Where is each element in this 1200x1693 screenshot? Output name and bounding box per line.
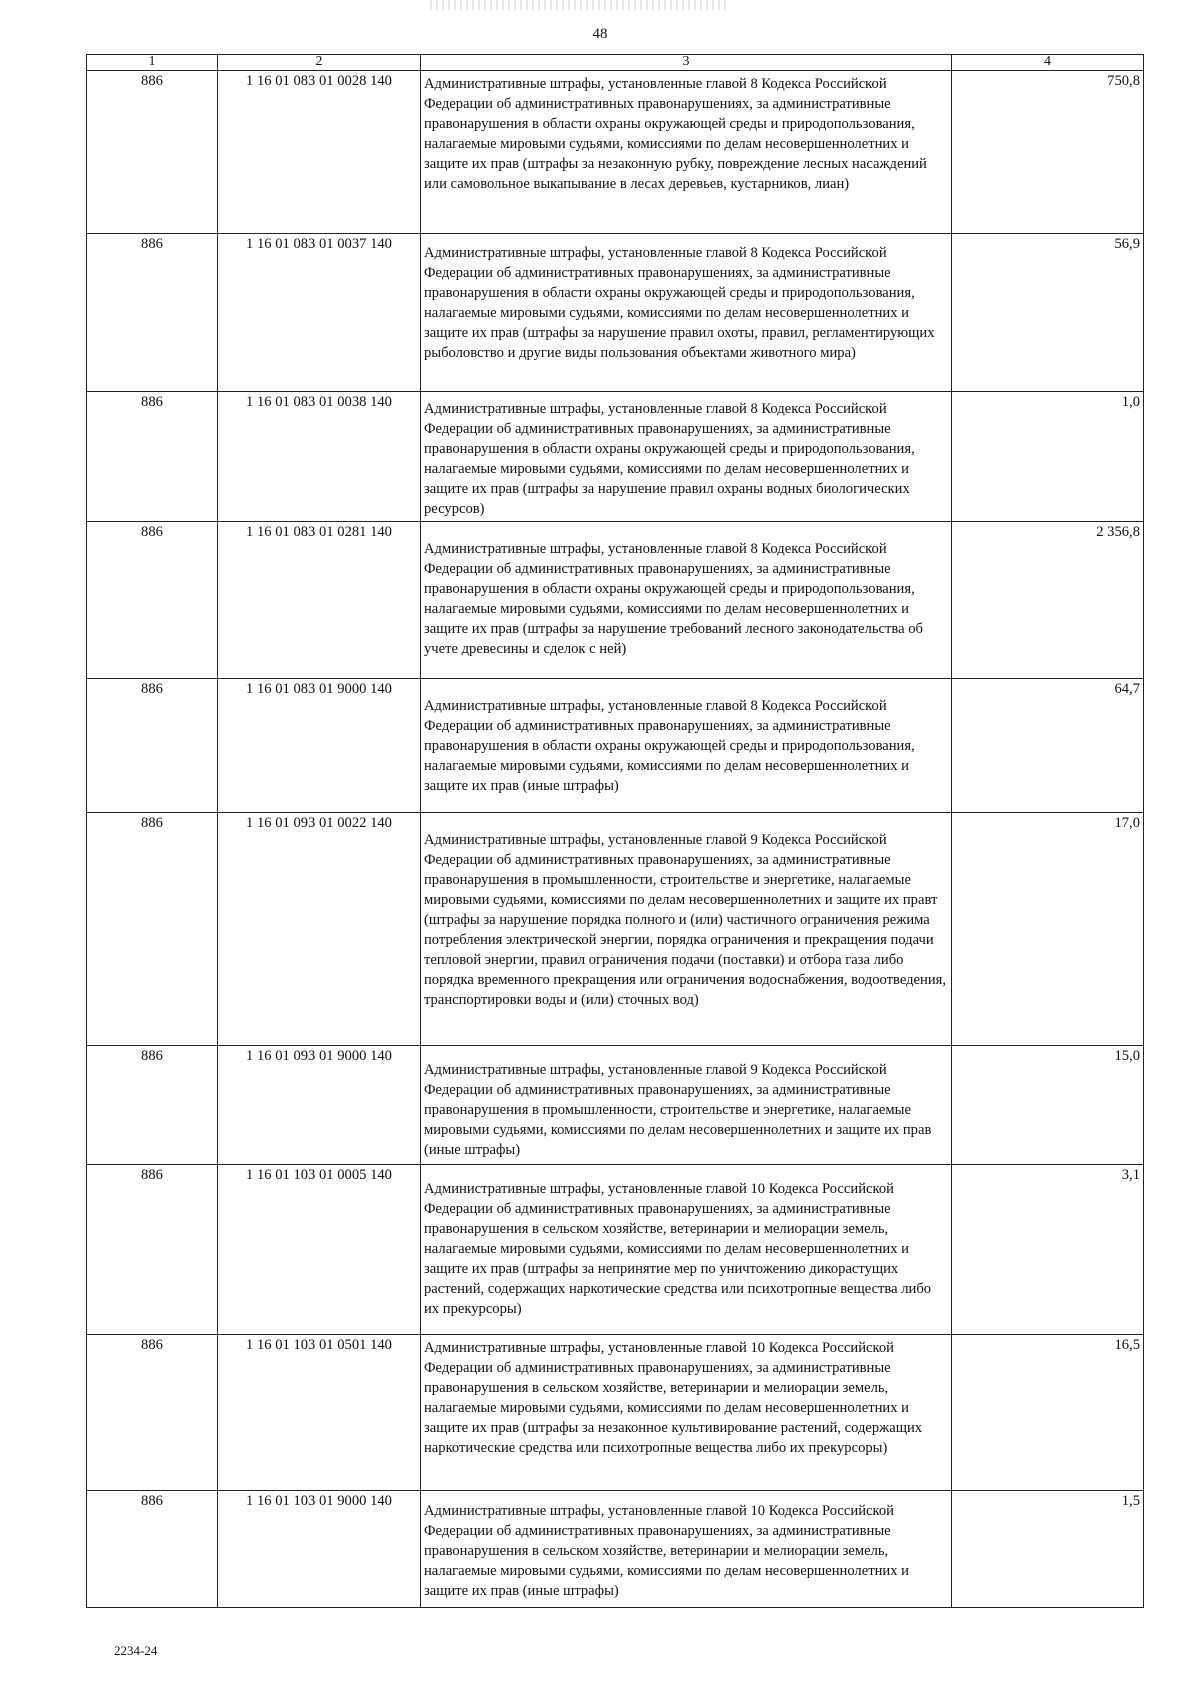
description-cell (421, 679, 952, 813)
description-cell (421, 392, 952, 522)
description-cell (421, 813, 952, 1046)
amount-cell: 64,7 (952, 679, 1144, 813)
description-cell (421, 71, 952, 234)
amount-cell: 2 356,8 (952, 522, 1144, 679)
table-body (87, 71, 1144, 1608)
amount-cell: 1,5 (952, 1491, 1144, 1608)
description-text: Административные штрафы, установленные главой 10 Кодекса Российской Федерации об административных правонарушениях, за административные правонарушения в сельском хозяйстве, ветеринарии и мелиорации земель, налагаемые мировыми судьями, комиссиями по делам несовершеннолетних и защите их прав (штрафы за непринятие мер по уничтожению дикорастущих растений, содержащих наркотические средства или психотропные вещества либо их прекурсоры) (424, 1181, 932, 1317)
description-text: Административные штрафы, установленные главой 9 Кодекса Российской Федерации об административных правонарушениях, за административные правонарушения в промышленности, строительстве и энергетике, налагаемые мировыми судьями, комиссиями по делам несовершеннолетних и защите их правт (штрафы за нарушение порядка полного и (или) частичного ограничения режима потребления электрической энергии, порядка ограничения и прекращения подачи тепловой энергии, правил ограничения подачи (поставки) и отбора газа либо порядка временного прекращения или ограничения водоснабжения, водоотведения, транспортировки воды и (или) сточных вод) (424, 832, 946, 1008)
table-row (87, 392, 1144, 522)
admin-code-cell: 886 (87, 813, 218, 1046)
budget-code-cell: 1 16 01 083 01 0028 140 (218, 71, 421, 234)
column-header-1: 1 (87, 55, 218, 71)
column-header-3: 3 (421, 55, 952, 71)
description-text: Административные штрафы, установленные главой 10 Кодекса Российской Федерации об административных правонарушениях, за административные правонарушения в сельском хозяйстве, ветеринарии и мелиорации земель, налагаемые мировыми судьями, комиссиями по делам несовершеннолетних и защите их прав (штрафы за незаконное культивирование растений, содержащих наркотические средства или психотропные вещества либо их прекурсоры) (424, 1340, 923, 1456)
budget-code-cell: 1 16 01 093 01 0022 140 (218, 813, 421, 1046)
scan-artifact (430, 0, 730, 10)
admin-code-cell: 886 (87, 234, 218, 392)
amount-cell: 16,5 (952, 1335, 1144, 1491)
page-number: 48 (592, 26, 608, 42)
amount-cell: 56,9 (952, 234, 1144, 392)
budget-code-cell: 1 16 01 083 01 0037 140 (218, 234, 421, 392)
amount-cell: 3,1 (952, 1165, 1144, 1335)
admin-code-cell: 886 (87, 522, 218, 679)
description-cell (421, 234, 952, 392)
amount-cell: 750,8 (952, 71, 1144, 234)
admin-code-cell: 886 (87, 679, 218, 813)
budget-code-cell: 1 16 01 083 01 0038 140 (218, 392, 421, 522)
description-text: Административные штрафы, установленные главой 10 Кодекса Российской Федерации об административных правонарушениях, за административные правонарушения в сельском хозяйстве, ветеринарии и мелиорации земель, налагаемые мировыми судьями, комиссиями по делам несовершеннолетних и защите их прав (иные штрафы) (424, 1503, 909, 1599)
budget-code-cell: 1 16 01 103 01 9000 140 (218, 1491, 421, 1608)
amount-cell: 17,0 (952, 813, 1144, 1046)
description-text: Административные штрафы, установленные главой 9 Кодекса Российской Федерации об административных правонарушениях, за административные правонарушения в промышленности, строительстве и энергетике, налагаемые мировыми судьями, комиссиями по делам несовершеннолетних и защите их прав (иные штрафы) (424, 1062, 932, 1158)
revenue-table (86, 54, 1144, 1608)
budget-code-cell: 1 16 01 093 01 9000 140 (218, 1046, 421, 1165)
budget-code-cell: 1 16 01 103 01 0005 140 (218, 1165, 421, 1335)
budget-code-cell: 1 16 01 103 01 0501 140 (218, 1335, 421, 1491)
description-cell (421, 1335, 952, 1491)
description-cell (421, 522, 952, 679)
description-text: Административные штрафы, установленные главой 8 Кодекса Российской Федерации об административных правонарушениях, за административные правонарушения в области охраны окружающей среды и природопользования, налагаемые мировыми судьями, комиссиями по делам несовершеннолетних и защите их прав (штрафы за нарушение правил охраны водных биологических ресурсов) (424, 401, 915, 517)
description-text: Административные штрафы, установленные главой 8 Кодекса Российской Федерации об административных правонарушениях, за административные правонарушения в области охраны окружающей среды и природопользования, налагаемые мировыми судьями, комиссиями по делам несовершеннолетних и защите их прав (иные штрафы) (424, 698, 915, 794)
admin-code-cell: 886 (87, 71, 218, 234)
admin-code-cell: 886 (87, 1165, 218, 1335)
table-row (87, 1491, 1144, 1608)
table-row (87, 234, 1144, 392)
admin-code-cell: 886 (87, 392, 218, 522)
admin-code-cell: 886 (87, 1335, 218, 1491)
admin-code-cell: 886 (87, 1491, 218, 1608)
footer-document-code: 2234-24 (114, 1643, 158, 1658)
table-row (87, 679, 1144, 813)
column-header-4: 4 (952, 55, 1144, 71)
description-cell (421, 1046, 952, 1165)
description-cell (421, 1491, 952, 1608)
header-row (87, 55, 1144, 71)
table-row (87, 1335, 1144, 1491)
table-row (87, 71, 1144, 234)
table-row (87, 1046, 1144, 1165)
table-row (87, 1165, 1144, 1335)
description-text: Административные штрафы, установленные главой 8 Кодекса Российской Федерации об административных правонарушениях, за административные правонарушения в области охраны окружающей среды и природопользования, налагаемые мировыми судьями, комиссиями по делам несовершеннолетних и защите их прав (штрафы за незаконную рубку, повреждение лесных насаждений или самовольное выкапывание в лесах деревьев, кустарников, лиан) (424, 76, 927, 192)
budget-code-cell: 1 16 01 083 01 9000 140 (218, 679, 421, 813)
budget-code-cell: 1 16 01 083 01 0281 140 (218, 522, 421, 679)
description-text: Административные штрафы, установленные главой 8 Кодекса Российской Федерации об административных правонарушениях, за административные правонарушения в области охраны окружающей среды и природопользования, налагаемые мировыми судьями, комиссиями по делам несовершеннолетних и защите их прав (штрафы за нарушение правил охоты, правил, регламентирующих рыболовство и другие виды пользования объектами животного мира) (424, 245, 935, 361)
amount-cell: 15,0 (952, 1046, 1144, 1165)
amount-cell: 1,0 (952, 392, 1144, 522)
table-row (87, 522, 1144, 679)
description-text: Административные штрафы, установленные главой 8 Кодекса Российской Федерации об административных правонарушениях, за административные правонарушения в области охраны окружающей среды и природопользования, налагаемые мировыми судьями, комиссиями по делам несовершеннолетних и защите их прав (штрафы за нарушение требований лесного законодательства об учете древесины и сделок с ней) (424, 541, 923, 657)
description-cell (421, 1165, 952, 1335)
table-row (87, 813, 1144, 1046)
admin-code-cell: 886 (87, 1046, 218, 1165)
column-header-2: 2 (218, 55, 421, 71)
